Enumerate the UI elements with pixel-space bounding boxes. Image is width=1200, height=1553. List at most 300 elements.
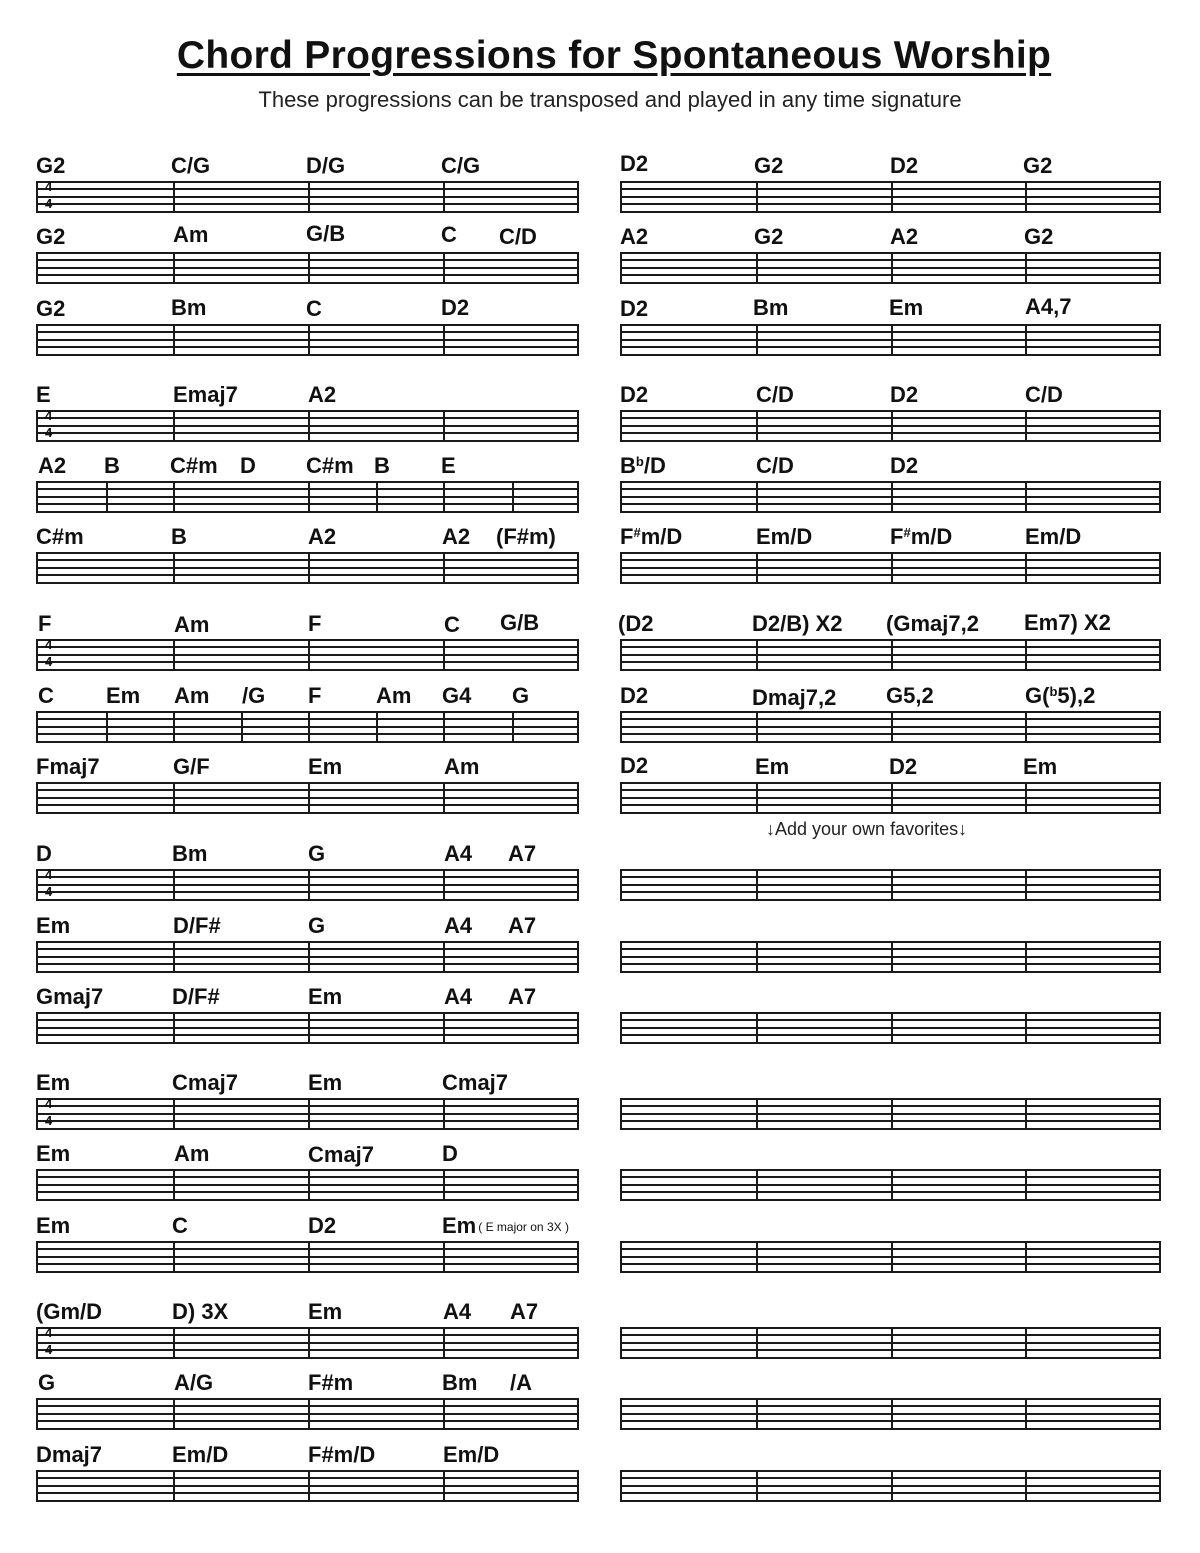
bar-line [308, 481, 310, 513]
chord: D [240, 453, 256, 478]
chord: Em [308, 1299, 343, 1324]
bar-line [620, 1012, 622, 1044]
chord: Cmaj7 [308, 1142, 375, 1167]
chord: C/D [756, 382, 794, 407]
bar-line [1159, 1398, 1161, 1430]
bar-line [173, 1169, 175, 1201]
staff-right-7 [620, 639, 1161, 671]
chord: Em [36, 1141, 71, 1166]
bar-line [577, 1327, 579, 1359]
bar-line [36, 782, 38, 814]
bar-line [577, 711, 579, 743]
bar-line [443, 782, 445, 814]
chord: Am [173, 222, 209, 247]
bar-line [756, 1098, 758, 1130]
chord: C [38, 683, 54, 708]
bar-line [173, 252, 175, 284]
bar-line [756, 711, 758, 743]
bar-line [577, 869, 579, 901]
bar-line [443, 639, 445, 671]
bar-line [891, 1098, 893, 1130]
bar-line [443, 552, 445, 584]
chord: /G [242, 683, 266, 708]
staff-left-2 [36, 252, 579, 284]
bar-line [36, 1098, 38, 1130]
bar-line [756, 1012, 758, 1044]
chord: E [441, 453, 456, 478]
chord: D2 [889, 754, 918, 779]
bar-line [173, 869, 175, 901]
bar-line [443, 181, 445, 213]
bar-line [756, 869, 758, 901]
time-signature [45, 866, 52, 900]
bar-line [241, 711, 243, 743]
bar-line [620, 1398, 622, 1430]
chord: G2 [754, 153, 784, 178]
bar-line [443, 410, 445, 442]
bar-line [173, 481, 175, 513]
staff-left-6 [36, 552, 579, 584]
bar-line [308, 1398, 310, 1430]
chord: G/B [500, 610, 540, 635]
bar-line [756, 252, 758, 284]
bar-line [1159, 324, 1161, 356]
bar-line [577, 181, 579, 213]
chord: D [36, 841, 52, 866]
staff-left-7 [36, 639, 579, 671]
chord: A/G [174, 1370, 214, 1395]
chord: Em/D [443, 1442, 500, 1467]
bar-line [106, 481, 108, 513]
bar-line [891, 252, 893, 284]
chord: G/B [306, 221, 346, 246]
time-signature-top: 4 [45, 1325, 53, 1340]
chord: G [512, 683, 530, 708]
bar-line [620, 941, 622, 973]
staff-right-6 [620, 552, 1161, 584]
bar-line [1159, 1098, 1161, 1130]
bar-line [620, 711, 622, 743]
bar-line [620, 1098, 622, 1130]
chord: Em/D [1025, 524, 1082, 549]
chord: F#m/D [308, 1442, 376, 1467]
bar-line [1159, 1241, 1161, 1273]
bar-line [756, 1241, 758, 1273]
chord: G5,2 [886, 683, 934, 708]
bar-line [308, 552, 310, 584]
bar-line [1025, 552, 1027, 584]
chord: F#m/D [620, 524, 683, 549]
chord: G [308, 913, 326, 938]
bar-line [443, 1098, 445, 1130]
bar-line [620, 552, 622, 584]
bar-line [1159, 711, 1161, 743]
chord: D2 [890, 453, 919, 478]
staff-left-15 [36, 1241, 579, 1273]
bar-line [173, 410, 175, 442]
bar-line [308, 1098, 310, 1130]
bar-line [577, 639, 579, 671]
time-signature-bottom: 4 [45, 196, 53, 211]
chord: A4,7 [1025, 294, 1072, 319]
bar-line [577, 1241, 579, 1273]
chord: B [104, 453, 120, 478]
bar-line [1025, 869, 1027, 901]
chord: B [171, 524, 187, 549]
time-signature [45, 407, 52, 441]
page-subtitle: These progressions can be transposed and played in any time signature [258, 87, 962, 112]
bar-line [891, 1470, 893, 1502]
chord: Em [36, 1213, 71, 1238]
time-signature-top: 4 [45, 408, 53, 423]
bar-line [756, 552, 758, 584]
bar-line [891, 181, 893, 213]
staff-right-8 [620, 711, 1161, 743]
chord: Cmaj7 [442, 1070, 509, 1095]
chord: $B^b/D$ [620, 453, 666, 478]
bar-line [512, 711, 514, 743]
chord: G4 [442, 683, 472, 708]
bar-line [891, 639, 893, 671]
bar-line [1025, 181, 1027, 213]
bar-line [891, 324, 893, 356]
chord: Cmaj7 [172, 1070, 239, 1095]
staff-right-3 [620, 324, 1161, 356]
staff-left-5 [36, 481, 579, 513]
add-your-own-label: Add your own favorites [775, 819, 959, 839]
chord: C [441, 222, 457, 247]
bar-line [308, 1470, 310, 1502]
bar-line [443, 711, 445, 743]
bar-line [577, 1098, 579, 1130]
staff-left-16 [36, 1327, 579, 1359]
bar-line [577, 252, 579, 284]
bar-line [1159, 252, 1161, 284]
staff-right-2 [620, 252, 1161, 284]
bar-line [173, 941, 175, 973]
chord: A7 [508, 841, 537, 866]
chord: Em ( E major on 3X ) [442, 1213, 569, 1238]
chord: Em [36, 913, 71, 938]
bar-line [36, 1241, 38, 1273]
bar-line [308, 711, 310, 743]
bar-line [308, 1241, 310, 1273]
chord: G [308, 841, 326, 866]
staff-right-1 [620, 181, 1161, 213]
bar-line [1025, 1098, 1027, 1130]
bar-line [620, 782, 622, 814]
chord: A4 [444, 841, 473, 866]
page-title: Chord Progressions for Spontaneous Worship [176, 34, 1052, 77]
bar-line [308, 1327, 310, 1359]
chord: D2 [620, 151, 649, 176]
bar-line [1025, 1169, 1027, 1201]
time-signature-bottom: 4 [45, 884, 53, 899]
chord: Bm [753, 295, 789, 320]
bar-line [756, 181, 758, 213]
bar-line [1025, 711, 1027, 743]
staff-right-4 [620, 410, 1161, 442]
staff-left-11 [36, 941, 579, 973]
chord: Bm [171, 295, 207, 320]
chord: Fmaj7 [36, 754, 100, 779]
chord: F#m [308, 1370, 354, 1395]
chord: /A [510, 1370, 532, 1395]
bar-line [443, 481, 445, 513]
blank-staff [620, 1098, 1161, 1130]
bar-line [891, 782, 893, 814]
chord: E [36, 382, 51, 407]
chord: G2 [1023, 153, 1053, 178]
chord: Em [755, 754, 790, 779]
chord: Dmaj7,2 [752, 685, 837, 710]
bar-line [36, 1012, 38, 1044]
chord: G2 [36, 296, 66, 321]
arrow-down-icon: ↓ [958, 819, 968, 839]
bar-line [443, 941, 445, 973]
chord: D2 [308, 1213, 337, 1238]
blank-staff [620, 1012, 1161, 1044]
bar-line [620, 869, 622, 901]
chord: A7 [510, 1299, 539, 1324]
staff-left-4 [36, 410, 579, 442]
chord: Am [174, 683, 210, 708]
bar-line [756, 1470, 758, 1502]
bar-line [1159, 552, 1161, 584]
bar-line [308, 782, 310, 814]
bar-line [577, 552, 579, 584]
bar-line [308, 941, 310, 973]
bar-line [36, 552, 38, 584]
time-signature-top: 4 [45, 1096, 53, 1111]
bar-line [36, 181, 38, 213]
bar-line [36, 1398, 38, 1430]
chord: D [442, 1141, 458, 1166]
bar-line [891, 869, 893, 901]
bar-line [173, 1012, 175, 1044]
chord: D2 [620, 753, 649, 778]
bar-line [173, 639, 175, 671]
bar-line [577, 1470, 579, 1502]
bar-line [1025, 481, 1027, 513]
blank-staff [620, 1241, 1161, 1273]
chord: G2 [36, 224, 66, 249]
chord: D2 [620, 683, 649, 708]
bar-line [620, 324, 622, 356]
arrow-down-icon: ↓ [766, 819, 775, 839]
time-signature [45, 636, 52, 670]
chord: G2 [1024, 224, 1054, 249]
bar-line [1025, 782, 1027, 814]
bar-line [308, 1169, 310, 1201]
chord: Em [308, 1070, 343, 1095]
bar-line [173, 181, 175, 213]
chord: (F#m) [496, 524, 556, 549]
chord: A4 [443, 1299, 472, 1324]
chord: D/F# [172, 984, 220, 1009]
blank-staff [620, 869, 1161, 901]
bar-line [891, 481, 893, 513]
chord: A2 [620, 224, 649, 249]
chord: D2 [620, 382, 649, 407]
bar-line [620, 1327, 622, 1359]
time-signature [45, 178, 52, 212]
bar-line [173, 1098, 175, 1130]
chord: C [444, 612, 460, 637]
bar-line [443, 1169, 445, 1201]
add-your-own-note [766, 819, 967, 840]
bar-line [443, 252, 445, 284]
staff-left-10 [36, 869, 579, 901]
chord: A2 [308, 524, 337, 549]
chord: G2 [754, 224, 784, 249]
bar-line [891, 1012, 893, 1044]
bar-line [308, 1012, 310, 1044]
bar-line [1025, 941, 1027, 973]
staff-left-8 [36, 711, 579, 743]
chord: G [38, 1370, 56, 1395]
bar-line [1159, 1169, 1161, 1201]
bar-line [308, 869, 310, 901]
chord: Dmaj7 [36, 1442, 103, 1467]
bar-line [308, 324, 310, 356]
chord: C#m [306, 453, 354, 478]
chord: G/F [173, 754, 210, 779]
chord: Am [174, 612, 210, 637]
bar-line [443, 1327, 445, 1359]
bar-line [1025, 1241, 1027, 1273]
chord: Em [308, 754, 343, 779]
bar-line [620, 181, 622, 213]
bar-line [1025, 1398, 1027, 1430]
bar-line [1025, 1327, 1027, 1359]
bar-line [756, 1327, 758, 1359]
chord: Em [1023, 754, 1058, 779]
bar-line [173, 1470, 175, 1502]
chord: C [172, 1213, 188, 1238]
chord: Bm [172, 841, 208, 866]
bar-line [891, 941, 893, 973]
chord: C/D [499, 224, 537, 249]
chord: C/D [1025, 382, 1063, 407]
bar-line [620, 1241, 622, 1273]
bar-line [891, 410, 893, 442]
bar-line [36, 639, 38, 671]
staff-left-18 [36, 1470, 579, 1502]
bar-line [1159, 869, 1161, 901]
bar-line [620, 410, 622, 442]
chord: Em [308, 984, 343, 1009]
chord: Am [174, 1141, 210, 1166]
time-signature-top: 4 [45, 179, 53, 194]
bar-line [36, 410, 38, 442]
bar-line [1025, 1470, 1027, 1502]
chord: F#m/D [890, 524, 953, 549]
bar-line [36, 1470, 38, 1502]
bar-line [577, 324, 579, 356]
time-signature-bottom: 4 [45, 654, 53, 669]
chord: (D2 [618, 611, 654, 636]
bar-line [1159, 410, 1161, 442]
bar-line [36, 481, 38, 513]
bar-line [891, 1398, 893, 1430]
chord: Gmaj7 [36, 984, 104, 1009]
chord: D2/B) X2 [752, 611, 843, 636]
blank-staff [620, 1169, 1161, 1201]
bar-line [620, 481, 622, 513]
bar-line [577, 481, 579, 513]
chord: F [308, 611, 322, 636]
blank-staff [620, 1470, 1161, 1502]
chord: (Gmaj7,2 [886, 611, 979, 636]
bar-line [443, 324, 445, 356]
bar-line [173, 711, 175, 743]
bar-line [577, 941, 579, 973]
time-signature-bottom: 4 [45, 1342, 53, 1357]
bar-line [620, 639, 622, 671]
bar-line [756, 639, 758, 671]
time-signature-top: 4 [45, 867, 53, 882]
bar-line [1159, 1012, 1161, 1044]
bar-line [756, 1398, 758, 1430]
bar-line [443, 1398, 445, 1430]
chord: A2 [890, 224, 919, 249]
chord: C/G [441, 153, 481, 178]
staff-left-12 [36, 1012, 579, 1044]
bar-line [443, 869, 445, 901]
bar-line [36, 252, 38, 284]
chord: Am [444, 754, 480, 779]
bar-line [173, 1327, 175, 1359]
bar-line [1025, 324, 1027, 356]
bar-line [620, 252, 622, 284]
bar-line [36, 1327, 38, 1359]
blank-staff [620, 1327, 1161, 1359]
bar-line [376, 481, 378, 513]
bar-line [1025, 639, 1027, 671]
bar-line [891, 1169, 893, 1201]
chord: Am [376, 683, 412, 708]
bar-line [36, 324, 38, 356]
chord: G2 [36, 153, 66, 178]
chord: Bm [442, 1370, 478, 1395]
bar-line [36, 869, 38, 901]
bar-line [443, 1470, 445, 1502]
chord: D/G [306, 153, 346, 178]
bar-line [891, 1241, 893, 1273]
staff-right-9 [620, 782, 1161, 814]
chord: D) 3X [172, 1299, 229, 1324]
chord: Em7) X2 [1024, 610, 1111, 635]
bar-line [891, 1327, 893, 1359]
chord: Em [889, 295, 924, 320]
bar-line [106, 711, 108, 743]
chord: A4 [444, 913, 473, 938]
time-signature-bottom: 4 [45, 1113, 53, 1128]
chord: C/G [171, 153, 211, 178]
chord: D/F# [173, 913, 221, 938]
bar-line [173, 782, 175, 814]
bar-line [891, 711, 893, 743]
chord: Em [36, 1070, 71, 1095]
bar-line [173, 1398, 175, 1430]
staff-right-5 [620, 481, 1161, 513]
bar-line [577, 1169, 579, 1201]
bar-line [1159, 639, 1161, 671]
bar-line [1025, 252, 1027, 284]
bar-line [443, 1012, 445, 1044]
chord: A2 [308, 382, 337, 407]
